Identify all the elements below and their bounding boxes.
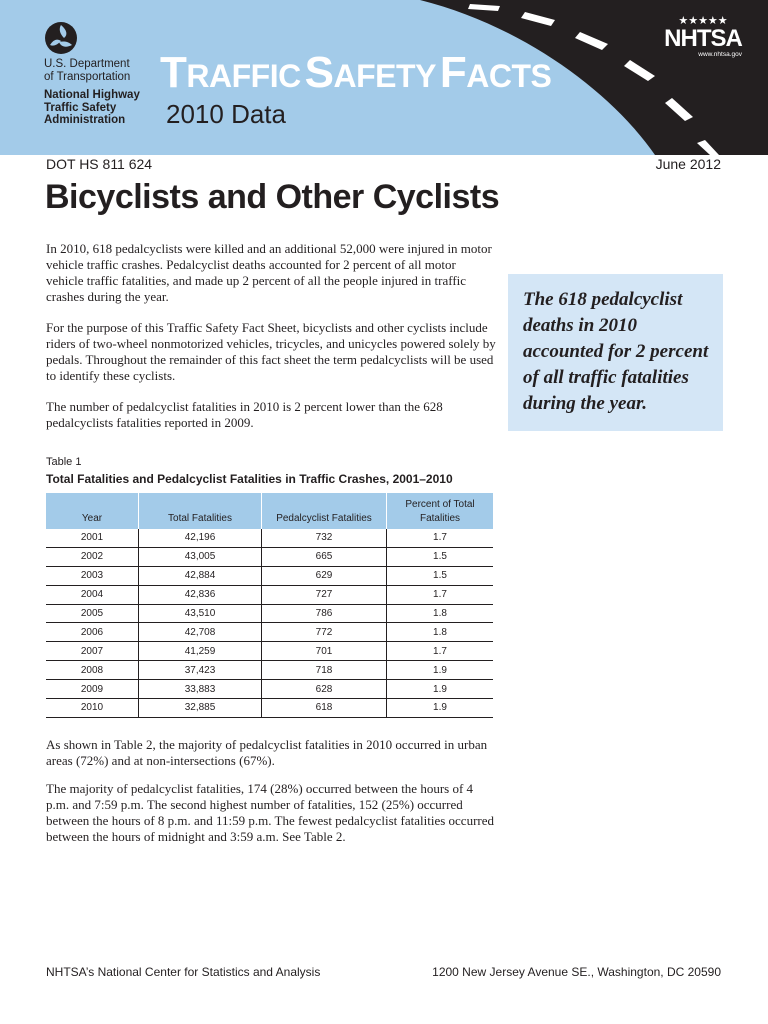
table-row — [46, 529, 493, 547]
table-cell: 1.9 — [387, 661, 494, 680]
table-row — [46, 699, 493, 718]
table-cell: 1.7 — [387, 585, 494, 604]
table-row — [46, 547, 493, 566]
table-cell: 2003 — [46, 566, 139, 585]
table-cell: 2002 — [46, 547, 139, 566]
table-cell: 2010 — [46, 699, 139, 718]
table-cell: 32,885 — [139, 699, 262, 718]
table-cell: 727 — [262, 585, 387, 604]
table-cell: 2009 — [46, 680, 139, 699]
table-row — [46, 661, 493, 680]
table-cell: 1.7 — [387, 642, 494, 661]
table-row — [46, 680, 493, 699]
table-cell: 2007 — [46, 642, 139, 661]
table-cell: 1.5 — [387, 566, 494, 585]
table-cell: 2004 — [46, 585, 139, 604]
page-title: Bicyclists and Other Cyclists — [45, 178, 500, 216]
table-cell: 1.9 — [387, 680, 494, 699]
table-cell: 2001 — [46, 529, 139, 547]
table-cell: 37,423 — [139, 661, 262, 680]
table-cell: 1.9 — [387, 699, 494, 718]
column-header: Percent of Total Fatalities — [387, 493, 494, 529]
table-cell: 618 — [262, 699, 387, 718]
table-cell: 2008 — [46, 661, 139, 680]
definition-paragraph: For the purpose of this Traffic Safety Fact Sheet, bicyclists and other cyclists include riders of two-wheel nonmotorized vehicles, tricycles, and unicycles powered solely by pedals. Throughout the remainder of this fact sheet the term pedalcyclists will be used to identify these cyclists. — [46, 320, 496, 383]
table-cell: 2005 — [46, 604, 139, 623]
dept-line-1: U.S. Department — [44, 58, 130, 70]
table-cell: 43,510 — [139, 604, 262, 623]
document-number: DOT HS 811 624 — [46, 156, 153, 172]
table-title: Total Fatalities and Pedalcyclist Fatalities in Traffic Crashes, 2001–2010 — [46, 472, 453, 486]
table-cell: 629 — [262, 566, 387, 585]
table-cell: 732 — [262, 529, 387, 547]
footer-organization: NHTSA’s National Center for Statistics and Analysis — [46, 965, 321, 979]
table-cell: 1.5 — [387, 547, 494, 566]
table-cell: 772 — [262, 623, 387, 642]
table-cell: 2006 — [46, 623, 139, 642]
nhtsa-logo-word: NHTSA — [664, 25, 742, 52]
publication-date: June 2012 — [655, 156, 721, 172]
callout-box: The 618 pedalcyclist deaths in 2010 accounted for 2 percent of all traffic fatalities during the year. — [508, 274, 723, 431]
column-header: Year — [46, 493, 139, 529]
table-cell: 42,836 — [139, 585, 262, 604]
column-header: Pedalcyclist Fatalities — [262, 493, 387, 529]
table-header-row — [46, 493, 493, 529]
intro-paragraph: In 2010, 618 pedalcyclists were killed and an additional 52,000 were injured in motor vehicle traffic crashes. Pedalcyclist deaths accounted for 2 percent of all motor vehicle traffic fatalities, and made up 2 percent of all the people injured in traffic crashes during the year. — [46, 241, 492, 304]
table-cell: 1.8 — [387, 623, 494, 642]
agency-line-2: Traffic Safety — [44, 101, 117, 114]
table-cell: 43,005 — [139, 547, 262, 566]
comparison-paragraph: The number of pedalcyclist fatalities in 2010 is 2 percent lower than the 628 pedalcyclists fatalities reported in 2009. — [46, 399, 443, 430]
table-cell: 1.7 — [387, 529, 494, 547]
table-body — [46, 529, 493, 717]
nhtsa-logo-url: www.nhtsa.gov — [698, 51, 742, 58]
table-row — [46, 585, 493, 604]
table-row — [46, 566, 493, 585]
agency-line-1: National Highway — [44, 89, 140, 101]
table-cell: 628 — [262, 680, 387, 699]
dot-seal-icon — [44, 21, 78, 55]
series-title: TRAFFIC SAFETY FACTS — [160, 48, 552, 97]
stars-icon: ★★★★★ — [678, 15, 728, 27]
table-cell: 41,259 — [139, 642, 262, 661]
department-name — [44, 58, 130, 83]
table-cell: 665 — [262, 547, 387, 566]
table-cell: 718 — [262, 661, 387, 680]
fatalities-table — [46, 493, 493, 718]
table-cell: 33,883 — [139, 680, 262, 699]
table-row — [46, 623, 493, 642]
agency-name — [44, 89, 140, 127]
footer-address: 1200 New Jersey Avenue SE., Washington, DC 20590 — [432, 965, 721, 979]
table-cell: 786 — [262, 604, 387, 623]
header-banner — [0, 0, 768, 155]
time-of-day-paragraph: The majority of pedalcyclist fatalities, 174 (28%) occurred between the hours of 4 p.m. and 7:59 p.m. The second highest number of fatalities, 152 (25%) occurred between the hours of 8 p.m. and 11:59 p.m. The fewest pedalcyclist fatalities occurred between the hours of midnight and 3:59 a.m. See Table 2. — [46, 781, 494, 844]
table-cell: 1.8 — [387, 604, 494, 623]
table-row — [46, 604, 493, 623]
series-subtitle: 2010 Data — [166, 99, 286, 129]
column-header: Total Fatalities — [139, 493, 262, 529]
dept-line-2: of Transportation — [44, 70, 131, 83]
table-row — [46, 642, 493, 661]
nhtsa-logo — [662, 16, 744, 59]
agency-line-3: Administration — [44, 114, 126, 126]
table-cell: 42,196 — [139, 529, 262, 547]
table-label: Table 1 — [46, 456, 82, 468]
table-cell: 701 — [262, 642, 387, 661]
table-cell: 42,884 — [139, 566, 262, 585]
location-paragraph: As shown in Table 2, the majority of pedalcyclist fatalities in 2010 occurred in urban areas (72%) and at non-intersections (67%). — [46, 737, 488, 768]
table-cell: 42,708 — [139, 623, 262, 642]
